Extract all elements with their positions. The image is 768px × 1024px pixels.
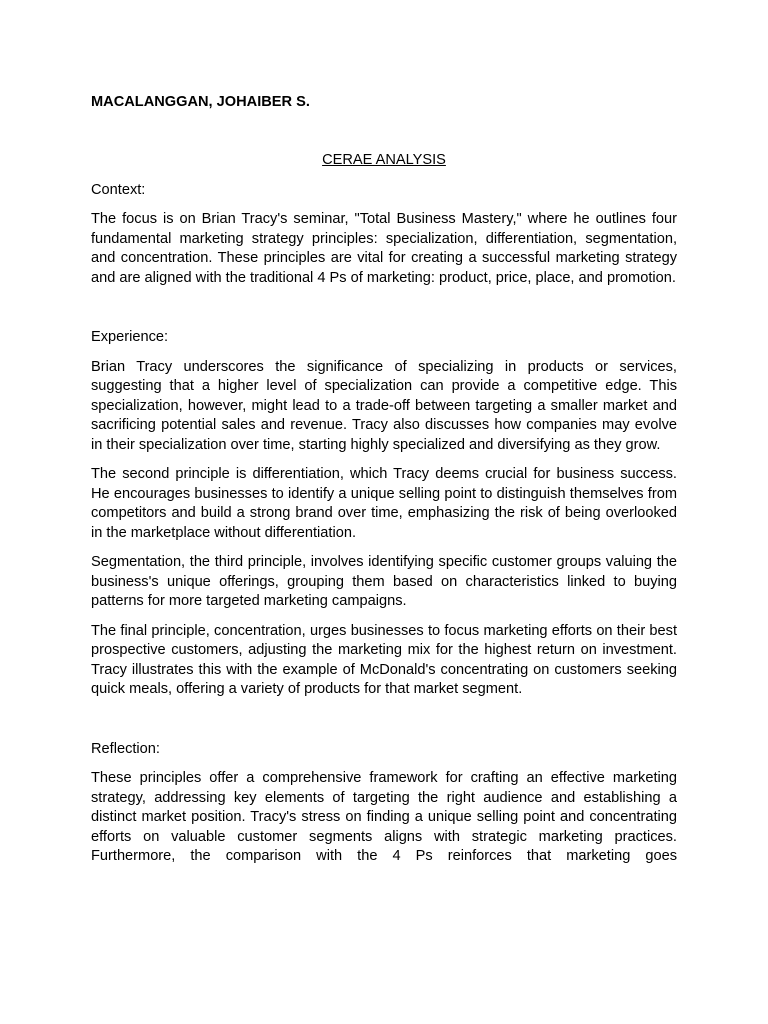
document-title: CERAE ANALYSIS xyxy=(322,152,446,168)
experience-paragraph-3: Segmentation, the third principle, involves identifying specific customer groups valuing the business's unique offerings, grouping them based on characteristics linked to buying patterns for more targeted marketing campaigns. xyxy=(91,554,677,609)
context-label: Context: xyxy=(91,181,146,198)
experience-paragraph-2: The second principle is differentiation, which Tracy deems crucial for business success. He encourages businesses to identify a unique selling point to distinguish themselves from competitors and build a strong brand over time, emphasizing the risk of being overlooked in the marketplace without differentiation. xyxy=(91,466,677,541)
experience-label: Experience: xyxy=(91,329,169,345)
experience-paragraph-4: The final principle, concentration, urges businesses to focus marketing efforts on their best prospective customers, adjusting the marketing mix for the highest return on investment. Tracy illustrates this with the example of McDonald's concentrating on customers seeking quick meals, offering a variety of products for that market segment. xyxy=(91,622,677,697)
context-paragraph-1: The focus is on Brian Tracy's seminar, "Total Business Mastery," where he outlines four fundamental marketing strategy principles: specialization, differentiation, segmentation, and concentration. These principles are vital for creating a successful marketing strategy and are aligned with the traditional 4 Ps of marketing: product, price, place, and promotion. xyxy=(91,211,677,286)
reflection-label: Reflection: xyxy=(91,740,160,757)
author-name: MACALANGGAN, JOHAIBER S. xyxy=(91,94,310,110)
experience-paragraph-1: Brian Tracy underscores the significance of specializing in products or services, suggesting that a higher level of specialization can provide a competitive edge. This specialization, however, might lead to a trade-off between targeting a smaller market and sacrificing potential sales and revenue. Tracy also discusses how companies may evolve in their specialization over time, starting highly specialized and diversifying as they grow. xyxy=(91,358,677,453)
reflection-paragraph-1: These principles offer a comprehensive framework for crafting an effective marketing strategy, addressing key elements of targeting the right audience and establishing a distinct market position. Tracy's stress on finding a unique selling point and concentrating efforts on valuable customer segments aligns with strategic marketing practices. Furthermore, the comparison with the 4 Ps reinforces that marketing goes xyxy=(91,770,677,864)
